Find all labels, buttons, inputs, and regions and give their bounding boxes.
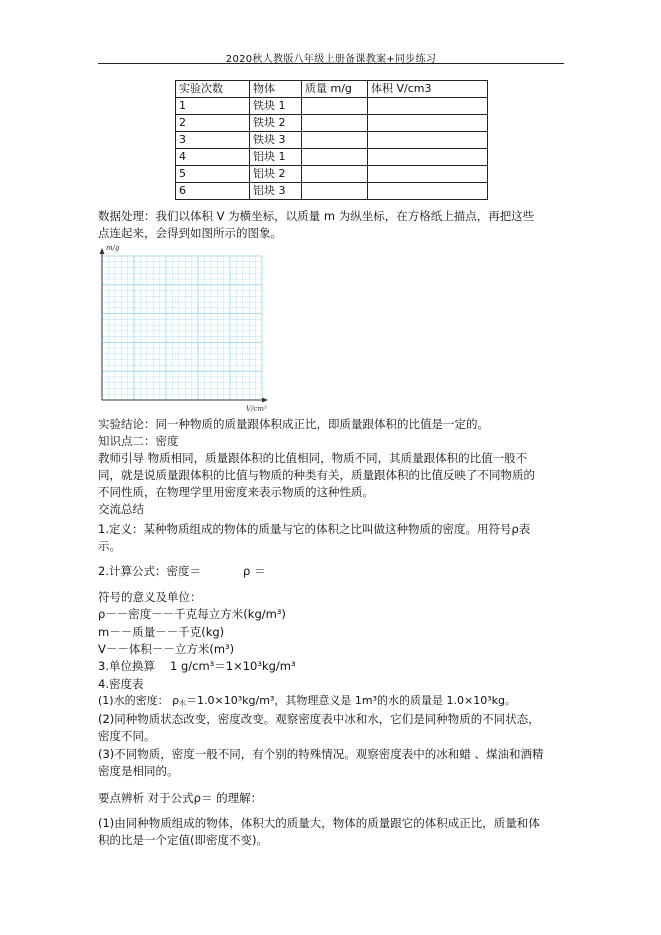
column-header: 物体 xyxy=(250,81,302,98)
understanding-text: 积的比是一个定值(即密度不变)。 xyxy=(98,833,268,847)
y-axis-arrow-icon xyxy=(100,248,105,254)
table-row xyxy=(176,98,488,115)
table-cell xyxy=(368,183,488,200)
table-cell: 5 xyxy=(176,166,250,183)
table-cell: 3 xyxy=(176,132,250,149)
section-heading: 交流总结 xyxy=(98,502,144,516)
x-axis-arrow-icon xyxy=(262,398,268,403)
key-point-text: 要点辨析 对于公式ρ＝ 的理解： xyxy=(98,791,263,805)
teacher-guide-text: 不同性质，在物理学里用密度来表示物质的这种性质。 xyxy=(98,485,374,499)
symbols-title: 符号的意义及单位： xyxy=(98,590,202,604)
data-processing-text: 点连起来，会得到如图所示的图象。 xyxy=(98,226,282,240)
formula-label: 2.计算公式：密度＝ xyxy=(98,564,201,578)
column-header: 质量 m/g xyxy=(302,81,368,98)
water-density-suffix: ＝1.0×10³kg/m³，其物理意义是 1m³的水的质量是 1.0×10³kg。 xyxy=(186,694,516,707)
symbol-v-text: V－－体积－－立方米(m³) xyxy=(98,642,235,656)
teacher-guide-text: 同，就是说质量跟体积的比值与物质的种类有关，质量跟体积的比值反映了不同物质的 xyxy=(98,468,535,482)
unit-conversion-value: 1 g/cm³＝1×10³kg/m³ xyxy=(170,659,296,673)
table-row xyxy=(176,115,488,132)
table-cell: 铝块 2 xyxy=(250,166,302,183)
table-cell xyxy=(302,132,368,149)
graph-grid xyxy=(102,256,262,400)
grid-graph xyxy=(96,242,272,414)
table-cell xyxy=(368,166,488,183)
water-subscript: 水 xyxy=(179,699,187,707)
table-cell: 4 xyxy=(176,149,250,166)
experiment-conclusion: 实验结论：同一种物质的质量跟体积成正比，即质量跟体积的比值是一定的。 xyxy=(98,417,489,431)
table-row xyxy=(176,149,488,166)
table-cell xyxy=(368,98,488,115)
header-divider xyxy=(98,63,564,64)
column-header: 体积 V/cm3 xyxy=(368,81,488,98)
section-heading: 知识点二：密度 xyxy=(98,434,179,448)
table-cell: 铝块 1 xyxy=(250,149,302,166)
table-cell xyxy=(368,149,488,166)
water-density-prefix: (1)水的密度： ρ xyxy=(98,694,180,707)
table-row xyxy=(176,166,488,183)
table-cell: 6 xyxy=(176,183,250,200)
table-cell xyxy=(302,149,368,166)
table-cell: 1 xyxy=(176,98,250,115)
different-substance-text: 密度是相同的。 xyxy=(98,764,179,778)
table-cell: 铁块 3 xyxy=(250,132,302,149)
table-cell: 2 xyxy=(176,115,250,132)
symbol-rho-text: ρ－－密度－－千克每立方米(kg/m³) xyxy=(98,607,286,621)
table-cell: 铝块 3 xyxy=(250,183,302,200)
data-processing-text: 数据处理：我们以体积 V 为横坐标，以质量 m 为纵坐标，在方格纸上描点，再把这些 xyxy=(98,209,535,223)
table-cell xyxy=(302,98,368,115)
definition-text: 1.定义：某种物质组成的物体的质量与它的体积之比叫做这种物质的密度。用符号ρ表 xyxy=(98,522,531,536)
state-change-text: 密度不同。 xyxy=(98,729,156,743)
table-cell: 铁块 2 xyxy=(250,115,302,132)
teacher-guide-text: 教师引导 物质相同，质量跟体积的比值相同，物质不同，其质量跟体积的比值一般不 xyxy=(98,451,528,465)
formula-rho: ρ ＝ xyxy=(243,564,266,578)
y-axis-label: m/g xyxy=(106,244,120,252)
state-change-text: (2)同种物质状态改变，密度改变。观察密度表中冰和水，它们是同种物质的不同状态， xyxy=(98,712,540,726)
water-density-text xyxy=(98,693,516,711)
table-cell: 铁块 1 xyxy=(250,98,302,115)
table-cell xyxy=(302,166,368,183)
unit-conversion-label: 3.单位换算 xyxy=(98,659,155,673)
table-row xyxy=(176,183,488,200)
page-header: 2020秋人教版八年级上册备课教案+同步练习 xyxy=(225,54,437,65)
table-row xyxy=(176,132,488,149)
symbol-m-text: m－－质量－－千克(kg) xyxy=(98,625,225,639)
column-header: 实验次数 xyxy=(176,81,250,98)
different-substance-text: (3)不同物质，密度一般不同，有个别的特殊情况。观察密度表中的冰和蜡 、煤油和酒精 xyxy=(98,747,544,761)
table-cell xyxy=(368,132,488,149)
table-cell xyxy=(302,183,368,200)
understanding-text: (1)由同种物质组成的物体，体积大的质量大，物体的质量跟它的体积成正比，质量和体 xyxy=(98,816,540,830)
table-header-row xyxy=(176,81,488,98)
density-table-title: 4.密度表 xyxy=(98,677,144,691)
x-axis-label: V/cm³ xyxy=(246,405,267,413)
definition-text: 示。 xyxy=(98,539,121,553)
experiment-table xyxy=(175,80,488,200)
table-cell xyxy=(302,115,368,132)
table-cell xyxy=(368,115,488,132)
